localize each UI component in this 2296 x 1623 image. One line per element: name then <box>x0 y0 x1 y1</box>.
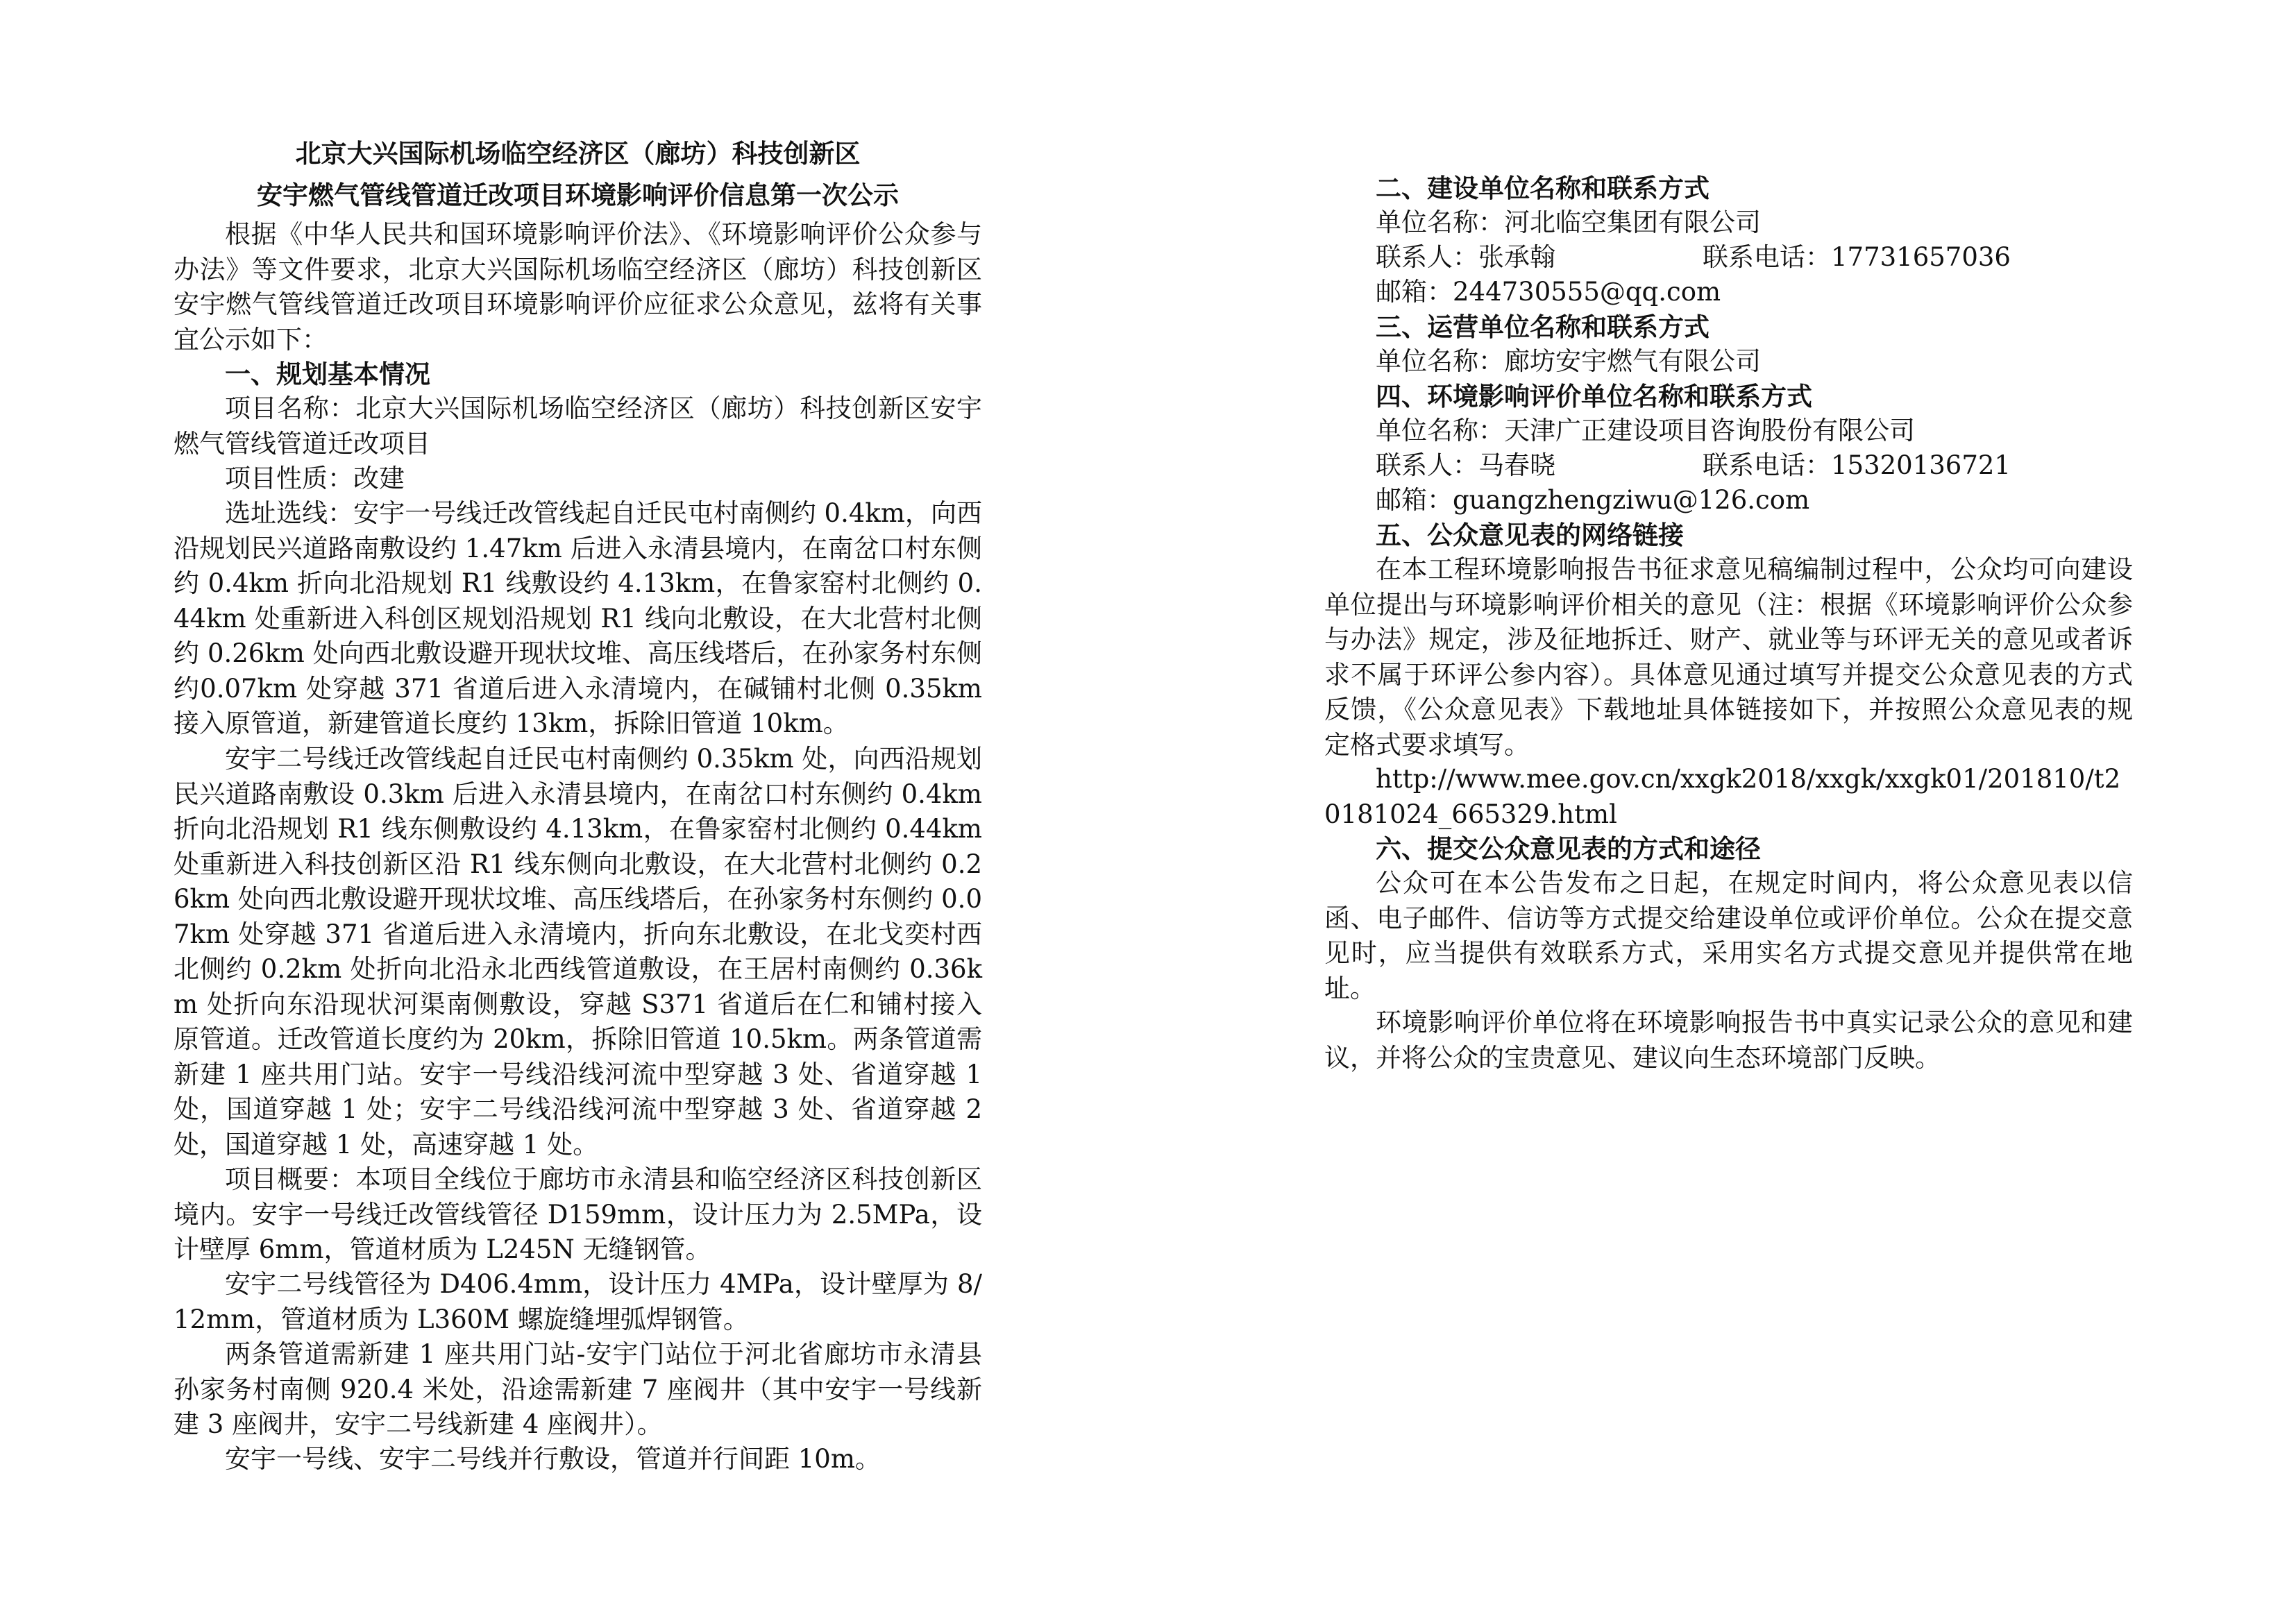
section2-heading: 二、建设单位名称和联系方式 <box>1376 173 1710 203</box>
construction-unit: 单位名称：河北临空集团有限公司 <box>1376 207 1761 237</box>
section4-heading: 四、环境影响评价单位名称和联系方式 <box>1376 381 1812 411</box>
project-name: 项目名称：北京大兴国际机场临空经济区（廊坊）科技创新区安宇燃气管线管道迁改项目 <box>174 393 982 459</box>
overview-1: 项目概要：本项目全线位于廊坊市永清县和临空经济区科技创新区境内。安宇一号线迁改管线管径 D159mm，设计压力为 2.5MPa，设计壁厚 6mm，管道材质为 L245N 无缝钢管。 <box>174 1164 982 1264</box>
construction-contact: 联系人：张承翰 <box>1376 242 1555 272</box>
eia-unit: 单位名称：天津广正建设项目咨询股份有限公司 <box>1376 416 1915 445</box>
site-line-2: 安宇二号线迁改管线起自迁民屯村南侧约 0.35km 处，向西沿规划民兴道路南敷设 0.3km 后进入永清县境内，在南岔口村东侧约 0.4km 折向北沿规划 R1 线东侧敷设约 4.13km，在鲁家窑村北侧约 0.44km 处重新进入科技创新区沿 R1 线东侧向北敷设，在大北营村北侧约 0.26km 处向西北敷设避开现状坟堆、高压线塔后，在孙家务村东侧约 0.07km 处穿越 371 省道后进入永清境内，折向东北敷设，在北戈奕村西北侧约 0.2km 处折向北沿永北西线管道敷设，在王居村南侧约 0.36km 处折向东沿现状河渠南侧敷设，穿越 S371 省道后在仁和铺村接入原管道。迁改管道长度约为 20km，拆除旧管道 10.5km。两条管道需新建 1 座共用门站。安宇一号线沿线河流中型穿越 3 处、省道穿越 1 处，国道穿越 1 处；安宇二号线沿线河流中型穿越 3 处、省道穿越 2 处，国道穿越 1 处，高速穿越 1 处。 <box>174 744 982 1159</box>
site-line-1: 选址选线：安宇一号线迁改管线起自迁民屯村南侧约 0.4km，向西沿规划民兴道路南敷设约 1.47km 后进入永清县境内，在南岔口村东侧约 0.4km 折向北沿规划 R1 线敷设约 4.13km，在鲁家窑村北侧约 0.44km 处重新进入科创区规划沿规划 R1 线向北敷设，在大北营村北侧约 0.26km 处向西北敷设避开现状坟堆、高压线塔后，在孙家务村东侧约0.07km 处穿越 371 省道后进入永清境内，在碱铺村北侧 0.35km 接入原管道，新建管道长度约 13km，拆除旧管道 10km。 <box>174 498 982 738</box>
eia-contact: 联系人：马春晓 <box>1376 450 1555 480</box>
overview-3: 两条管道需新建 1 座共用门站-安宇门站位于河北省廊坊市永清县孙家务村南侧 920.4 米处，沿途需新建 7 座阀井（其中安宇一号线新建 3 座阀井，安宇二号线新建 4 座阀井）。 <box>174 1339 982 1439</box>
construction-contact-row <box>1324 240 2133 275</box>
document-title-line2: 安宇燃气管线管道迁改项目环境影响评价信息第一次公示 <box>257 180 899 210</box>
section5-body: 在本工程环境影响报告书征求意见稿编制过程中，公众均可向建设单位提出与环境影响评价相关的意见（注：根据《环境影响评价公众参与办法》规定，涉及征地拆迁、财产、就业等与环评无关的意见或者诉求不属于环评公参内容）。具体意见通过填写并提交公众意见表的方式反馈，《公众意见表》下载地址具体链接如下，并按照公众意见表的规定格式要求填写。 <box>1324 554 2133 760</box>
project-nature: 项目性质：改建 <box>225 464 405 493</box>
overview-4: 安宇一号线、安宇二号线并行敷设，管道并行间距 10m。 <box>225 1444 881 1474</box>
section6-body-1: 公众可在本公告发布之日起，在规定时间内，将公众意见表以信函、电子邮件、信访等方式提交给建设单位或评价单位。公众在提交意见时，应当提供有效联系方式，采用实名方式提交意见并提供常在地址。 <box>1324 868 2133 1003</box>
overview-2: 安宇二号线管径为 D406.4mm，设计压力 4MPa，设计壁厚为 8/12mm，管道材质为 L360M 螺旋缝埋弧焊钢管。 <box>174 1269 982 1334</box>
construction-phone: 联系电话：17731657036 <box>1703 242 2011 272</box>
section6-body-2: 环境影响评价单位将在环境影响报告书中真实记录公众的意见和建议，并将公众的宝贵意见、建议向生态环境部门反映。 <box>1324 1008 2133 1073</box>
section3-heading: 三、运营单位名称和联系方式 <box>1376 312 1710 342</box>
eia-phone: 联系电话：15320136721 <box>1703 450 2011 480</box>
section6-heading: 六、提交公众意见表的方式和途径 <box>1376 833 1761 864</box>
document-title-line1: 北京大兴国际机场临空经济区（廊坊）科技创新区 <box>295 138 861 169</box>
intro-paragraph: 根据《中华人民共和国环境影响评价法》、《环境影响评价公众参与办法》等文件要求，北京大兴国际机场临空经济区（廊坊）科技创新区安宇燃气管线管道迁改项目环境影响评价应征求公众意见，兹将有关事宜公示如下： <box>174 219 982 355</box>
eia-email: 邮箱：guangzhengziwu@126.com <box>1376 485 1810 515</box>
section1-heading: 一、规划基本情况 <box>225 359 430 389</box>
section5-heading: 五、公众意见表的网络链接 <box>1376 520 1684 550</box>
eia-contact-row <box>1324 448 2133 484</box>
construction-email: 邮箱：244730555@qq.com <box>1376 277 1721 307</box>
operating-unit: 单位名称：廊坊安宇燃气有限公司 <box>1376 346 1761 376</box>
opinion-form-link[interactable]: http://www.mee.gov.cn/xxgk2018/xxgk/xxgk01/201810/t20181024_665329.html <box>1324 764 2121 829</box>
